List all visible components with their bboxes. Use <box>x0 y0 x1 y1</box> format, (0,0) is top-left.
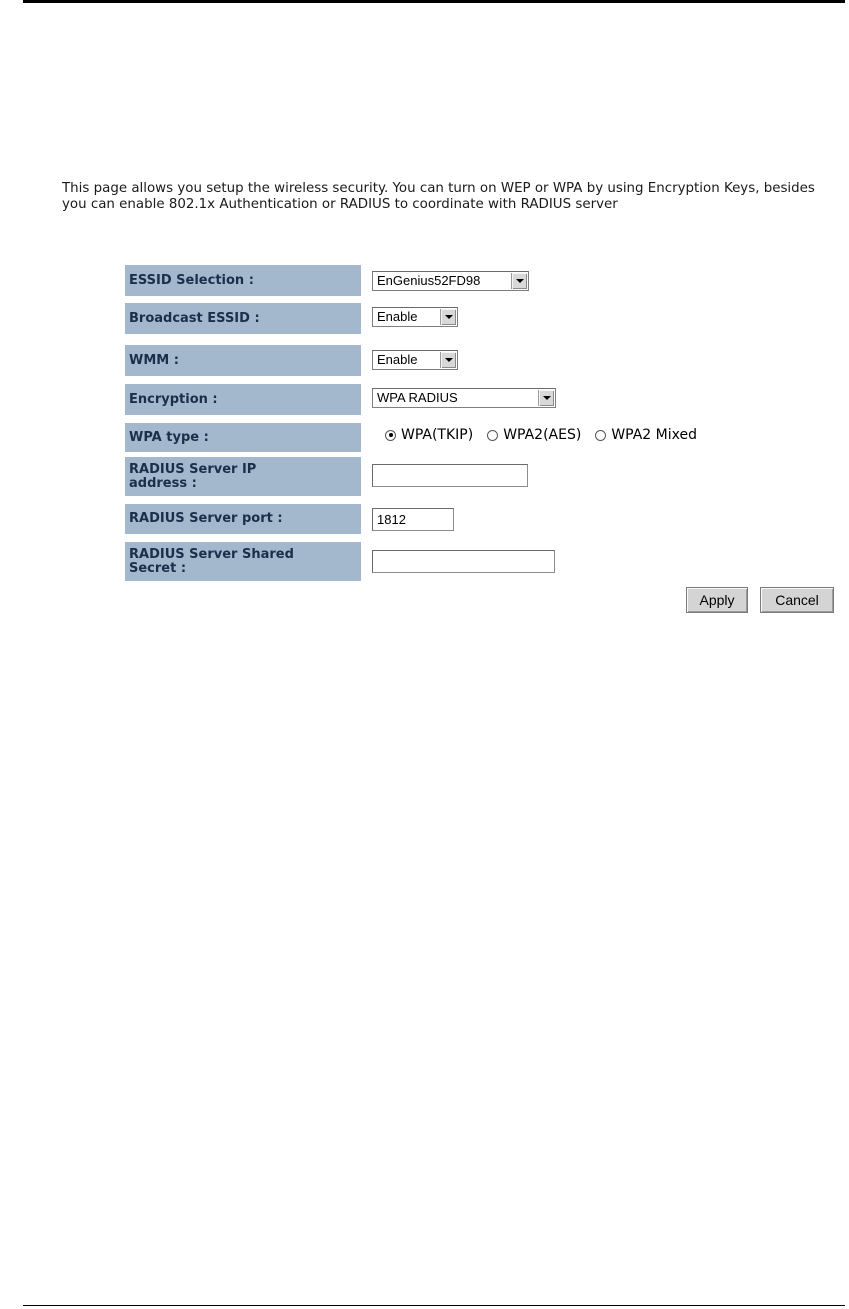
radius-ip-label-line1: RADIUS Server IP <box>129 461 257 477</box>
chevron-down-icon[interactable] <box>440 309 456 325</box>
broadcast-essid-label: Broadcast ESSID : <box>125 303 361 334</box>
radio-checked-icon[interactable] <box>385 430 396 441</box>
essid-selection-value: EnGenius52FD98 <box>377 273 481 288</box>
apply-button[interactable]: Apply <box>686 587 748 613</box>
radio-wpa2-mixed[interactable] <box>595 427 697 443</box>
wpa-type-radio-group <box>385 427 711 443</box>
broadcast-essid-value: Enable <box>377 309 418 324</box>
radius-secret-label-line1: RADIUS Server Shared <box>129 546 294 562</box>
radio-unchecked-icon[interactable] <box>487 430 498 441</box>
radius-ip-label <box>125 457 361 496</box>
radio-wpa2-aes[interactable] <box>487 427 581 443</box>
broadcast-essid-select[interactable] <box>372 307 458 327</box>
radio-unchecked-icon[interactable] <box>595 430 606 441</box>
radius-port-input[interactable]: 1812 <box>372 508 454 531</box>
chevron-down-icon[interactable] <box>440 352 456 368</box>
wmm-label: WMM : <box>125 345 361 376</box>
chevron-down-icon[interactable] <box>511 273 527 289</box>
encryption-select[interactable] <box>372 388 556 408</box>
radio-wpa2-mixed-label: WPA2 Mixed <box>611 427 697 443</box>
cancel-button[interactable]: Cancel <box>760 587 834 613</box>
radius-ip-label-line2: address : <box>129 475 197 491</box>
radius-port-label: RADIUS Server port : <box>125 504 361 534</box>
chevron-down-icon[interactable] <box>538 390 554 406</box>
encryption-value: WPA RADIUS <box>377 390 458 405</box>
radio-wpa-tkip[interactable] <box>385 427 473 443</box>
bottom-rule <box>23 1305 845 1306</box>
wmm-select[interactable] <box>372 350 458 370</box>
wpa-type-label: WPA type : <box>125 423 361 452</box>
radius-secret-input[interactable] <box>372 550 555 573</box>
radio-wpa2-aes-label: WPA2(AES) <box>503 427 582 443</box>
top-rule <box>23 0 845 3</box>
radio-wpa-tkip-label: WPA(TKIP) <box>401 427 474 443</box>
radius-secret-label <box>125 542 361 581</box>
encryption-label: Encryption : <box>125 384 361 415</box>
intro-text: This page allows you setup the wireless security. You can turn on WEP or WPA by using Encryption Keys, besides you can enable 802.1x Authentication or RADIUS to coordinate with RADIUS server <box>62 181 815 212</box>
essid-selection-label: ESSID Selection : <box>125 265 361 296</box>
wmm-value: Enable <box>377 352 418 367</box>
essid-selection-select[interactable] <box>372 271 529 291</box>
radius-secret-label-line2: Secret : <box>129 560 187 576</box>
radius-ip-input[interactable] <box>372 464 528 487</box>
